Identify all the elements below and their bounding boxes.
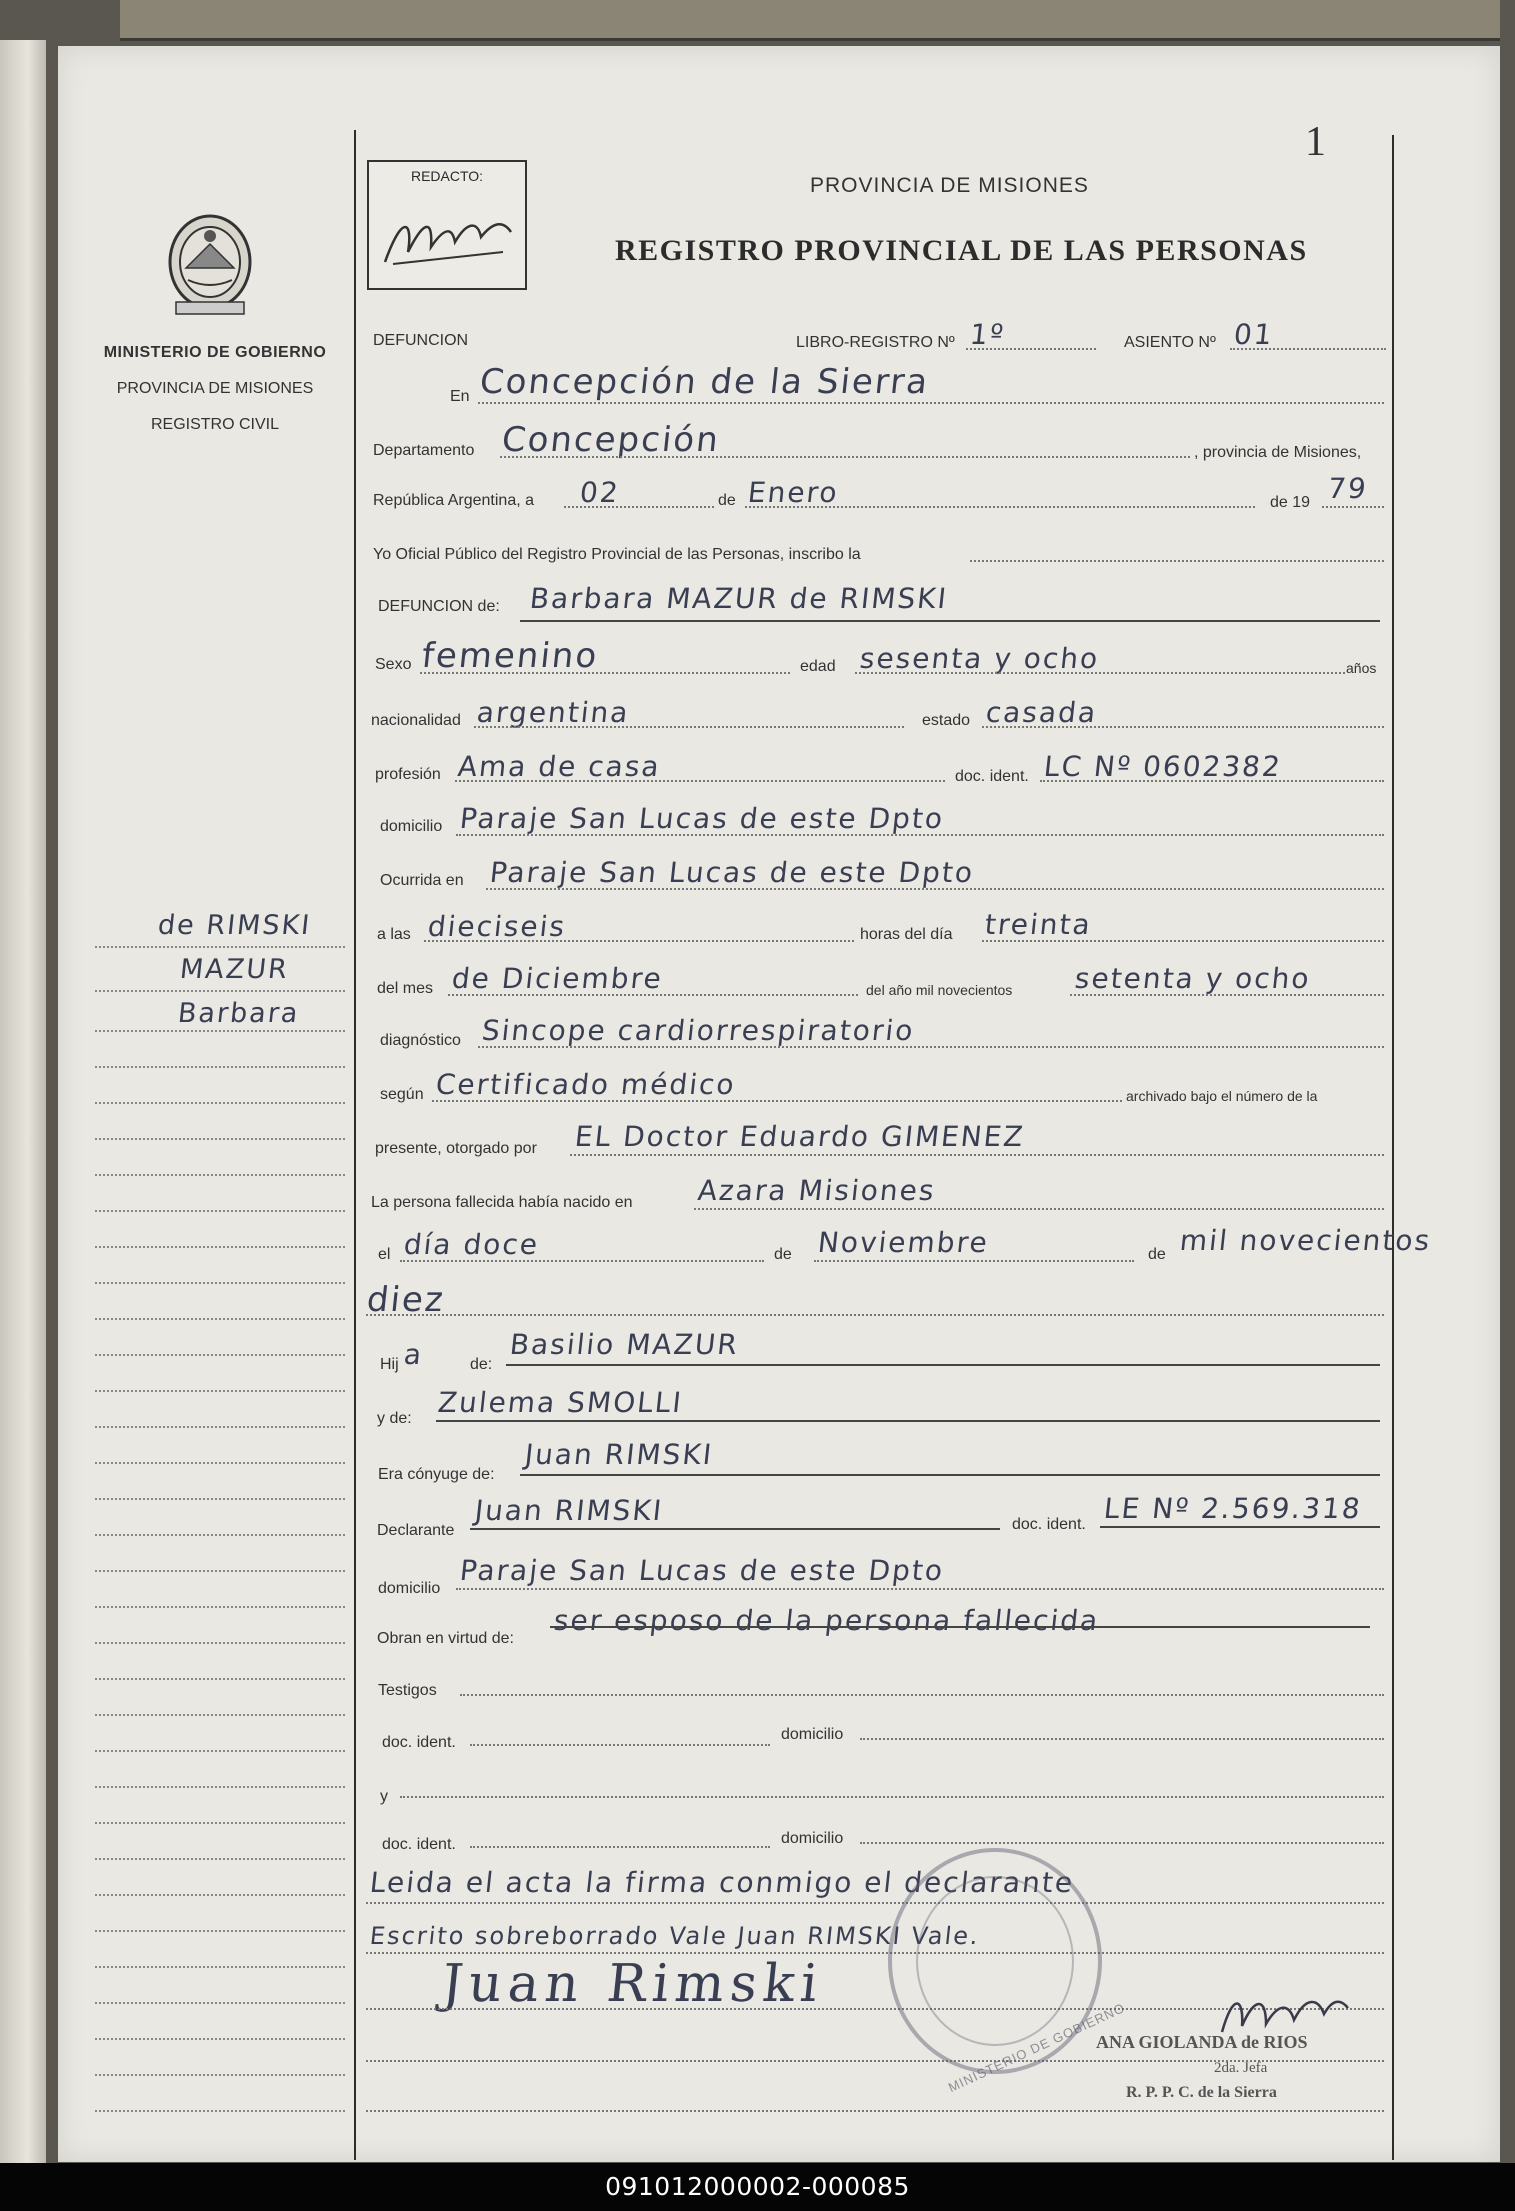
alas-value: dieciseis <box>426 910 568 943</box>
en-value: Concepción de la Sierra <box>477 362 932 402</box>
blank-line <box>366 2110 1384 2112</box>
diez-line <box>366 1314 1384 1316</box>
nacido-label: La persona fallecida había nacido en <box>371 1194 633 1211</box>
noviembre-line <box>814 1260 1134 1262</box>
ministry-province: PROVINCIA DE MISIONES <box>116 380 314 397</box>
official-title: 2da. Jefa <box>1214 2060 1268 2076</box>
edad-value: sesenta y ocho <box>858 642 1102 675</box>
provincia-label: , provincia de Misiones, <box>1194 444 1362 461</box>
margin-rule <box>95 1282 345 1284</box>
docident3-line <box>470 1744 770 1746</box>
margin-rule <box>95 1462 345 1464</box>
province-crest-icon <box>158 206 262 322</box>
redacto-signature-icon <box>373 192 523 282</box>
domicilio2-value: Paraje San Lucas de este Dpto <box>458 1554 946 1587</box>
en-label: En <box>450 388 470 405</box>
yo-oficial-line <box>970 560 1384 562</box>
binder-top-strip <box>120 0 1500 41</box>
margin-rule <box>95 1714 345 1716</box>
conyuge-label: Era cónyuge de: <box>378 1466 495 1483</box>
estado-label: estado <box>922 712 971 729</box>
estado-line <box>982 726 1384 728</box>
delanio-value: setenta y ocho <box>1073 962 1313 995</box>
docident-value: LC Nº 0602382 <box>1042 750 1284 783</box>
margin-rule <box>95 2038 345 2040</box>
margin-rule <box>95 1174 345 1176</box>
escrito-text: Escrito sobreborrado Vale Juan RIMSKI Vale. <box>368 1922 982 1950</box>
madre-line <box>436 1420 1380 1422</box>
nacido-value: Azara Misiones <box>696 1174 938 1207</box>
margin-rule <box>95 946 345 948</box>
domicilio-line <box>456 834 1384 836</box>
domicilio4-label: domicilio <box>781 1830 844 1847</box>
docident2-label: doc. ident. <box>1012 1516 1086 1533</box>
departamento-value: Concepción <box>499 420 722 460</box>
diagnostico-label: diagnóstico <box>380 1032 461 1049</box>
document-id-footer: 091012000002-000085 <box>0 2163 1515 2211</box>
defuncion-de-label: DEFUNCION de: <box>378 598 500 615</box>
eldia-line <box>400 1260 764 1262</box>
padre-value: Basilio MAZUR <box>508 1328 741 1361</box>
horas-label: horas del día <box>860 926 953 943</box>
departamento-line <box>500 456 1190 458</box>
seal-text: MINISTERIO DE GOBIERNO <box>945 1999 1128 2096</box>
domicilio-label: domicilio <box>380 818 443 835</box>
delmes-value: de Diciembre <box>450 962 665 995</box>
margin-rule <box>95 1498 345 1500</box>
testigos-line <box>460 1694 1384 1696</box>
docident4-line <box>470 1846 770 1848</box>
hij-suffix: a <box>402 1338 425 1371</box>
defuncion-de-value: Barbara MAZUR de RIMSKI <box>528 582 950 615</box>
segun-value: Certificado médico <box>434 1068 738 1101</box>
edad-line <box>855 672 1345 674</box>
conyuge-value: Juan RIMSKI <box>523 1438 715 1471</box>
libro-value: 1º <box>968 318 1007 351</box>
alas-line <box>424 940 854 942</box>
segun-label: según <box>380 1086 424 1103</box>
delanio-line <box>1070 994 1384 996</box>
ocurrida-line <box>486 888 1384 890</box>
eldia-value: día doce <box>402 1228 541 1261</box>
conyuge-line <box>520 1474 1380 1476</box>
nacionalidad-label: nacionalidad <box>371 712 461 729</box>
delmes-label: del mes <box>377 980 434 997</box>
page-number: 1 <box>1305 119 1326 165</box>
hij-label: Hij <box>380 1356 399 1373</box>
diagnostico-value: Sincope cardiorrespiratorio <box>480 1014 917 1047</box>
asiento-line <box>1230 348 1386 350</box>
republica-label: República Argentina, a <box>373 492 534 509</box>
margin-name-line-1: de RIMSKI <box>156 910 313 941</box>
registry-title: REGISTRO PROVINCIAL DE LAS PERSONAS <box>615 234 1308 267</box>
milnovecientos-value: mil novecientos <box>1178 1224 1433 1257</box>
margin-rule <box>95 1318 345 1320</box>
redacto-box <box>367 160 527 290</box>
margin-rule <box>95 1930 345 1932</box>
margin-rule <box>95 1426 345 1428</box>
yde-label: y de: <box>377 1410 412 1427</box>
docident2-value: LE Nº 2.569.318 <box>1102 1492 1364 1525</box>
profesion-value: Ama de casa <box>456 750 663 783</box>
margin-rule <box>95 2002 345 2004</box>
asiento-value: 01 <box>1232 318 1276 351</box>
hij-de-label: de: <box>470 1356 493 1373</box>
diez-value: diez <box>364 1280 447 1320</box>
redacto-label: REDACTO: <box>410 168 484 184</box>
margin-rule <box>95 1822 345 1824</box>
docident4-label: doc. ident. <box>382 1836 456 1853</box>
docident-label: doc. ident. <box>955 768 1029 785</box>
margin-rule <box>95 1534 345 1536</box>
padre-line <box>506 1364 1380 1366</box>
margin-rule <box>95 1066 345 1068</box>
presente-line <box>570 1154 1384 1156</box>
estado-value: casada <box>984 696 1099 729</box>
binder-left-edge <box>0 40 46 2165</box>
docident2-line <box>1100 1526 1380 1528</box>
domicilio3-line <box>860 1738 1384 1740</box>
declarante-signature: Juan Rimski <box>438 1954 827 2014</box>
margin-rule <box>95 1606 345 1608</box>
margin-name-line-3: Barbara <box>176 998 302 1029</box>
margin-rule <box>95 1642 345 1644</box>
domicilio4-line <box>860 1842 1384 1844</box>
delanio-label: del año mil novecientos <box>866 982 1013 998</box>
defuncion-header-label: DEFUNCION <box>373 332 469 349</box>
en-line <box>478 402 1384 404</box>
margin-rule <box>95 1750 345 1752</box>
madre-value: Zulema SMOLLI <box>436 1386 685 1419</box>
sexo-value: femenino <box>419 636 601 676</box>
testigos-label: Testigos <box>378 1682 437 1699</box>
dia-value: 02 <box>578 476 622 509</box>
margin-rule <box>95 990 345 992</box>
margin-rule <box>95 1102 345 1104</box>
leida-text: Leida el acta la firma conmigo el declarante <box>368 1866 1076 1899</box>
anio-value: 79 <box>1326 472 1370 505</box>
mes-value: Enero <box>746 476 841 509</box>
domicilio2-label: domicilio <box>378 1580 441 1597</box>
archivado-label: archivado bajo el número de la <box>1126 1088 1318 1104</box>
margin-rule <box>95 1786 345 1788</box>
margin-rule <box>95 2074 345 2076</box>
sexo-label: Sexo <box>375 656 412 673</box>
margin-rule <box>95 1678 345 1680</box>
de-mes-label: de <box>718 492 736 509</box>
de-anio-label: de 19 <box>1270 494 1311 511</box>
horas-line <box>982 940 1384 942</box>
obran-line <box>550 1626 1370 1628</box>
departamento-label: Departamento <box>373 442 475 459</box>
official-name: ANA GIOLANDA de RIOS <box>1096 2032 1308 2052</box>
delmes-line <box>448 994 858 996</box>
official-office: R. P. P. C. de la Sierra <box>1126 2084 1277 2101</box>
margin-rule <box>95 1570 345 1572</box>
y-label: y <box>380 1788 388 1805</box>
presente-value: EL Doctor Eduardo GIMENEZ <box>573 1120 1027 1153</box>
margin-rule <box>95 1210 345 1212</box>
ministry-name: MINISTERIO DE GOBIERNO <box>103 344 327 361</box>
profesion-line <box>455 780 945 782</box>
obran-value: ser esposo de la persona fallecida <box>552 1604 1101 1637</box>
margin-rule <box>95 1246 345 1248</box>
declarante-line <box>470 1528 1000 1530</box>
eldia-label: el <box>378 1246 391 1263</box>
ministry-civil-registry: REGISTRO CIVIL <box>150 416 280 433</box>
edad-label: edad <box>800 658 836 675</box>
declarante-label: Declarante <box>377 1522 455 1539</box>
docident-line <box>1040 780 1384 782</box>
docident3-label: doc. ident. <box>382 1734 456 1751</box>
domicilio-value: Paraje San Lucas de este Dpto <box>458 802 946 835</box>
leida-line <box>366 1902 1384 1904</box>
declarante-value: Juan RIMSKI <box>473 1494 665 1527</box>
de-milnovecientos-label: de <box>1148 1246 1166 1263</box>
form-left-border <box>354 130 356 2160</box>
margin-rule <box>95 1138 345 1140</box>
domicilio3-label: domicilio <box>781 1726 844 1743</box>
nacionalidad-value: argentina <box>475 696 632 729</box>
segun-line <box>432 1100 1122 1102</box>
ocurrida-label: Ocurrida en <box>380 872 464 889</box>
anos-label: años <box>1346 660 1377 676</box>
margin-rule <box>95 1354 345 1356</box>
libro-line <box>966 348 1096 350</box>
sexo-line <box>420 672 790 674</box>
horas-value: treinta <box>983 908 1094 941</box>
margin-rule <box>95 1030 345 1032</box>
margin-rule <box>95 1966 345 1968</box>
nacido-line <box>694 1208 1384 1210</box>
obran-label: Obran en virtud de: <box>377 1630 514 1647</box>
asiento-label: ASIENTO Nº <box>1124 334 1216 351</box>
nacionalidad-line <box>474 726 904 728</box>
anio-line <box>1322 506 1384 508</box>
yo-oficial-text: Yo Oficial Público del Registro Provincial de las Personas, inscribo la <box>373 546 861 563</box>
noviembre-value: Noviembre <box>816 1226 991 1259</box>
diagnostico-line <box>478 1046 1384 1048</box>
margin-rule <box>95 2110 345 2112</box>
libro-label: LIBRO-REGISTRO Nº <box>796 334 955 351</box>
form-right-border <box>1392 135 1394 2160</box>
alas-label: a las <box>377 926 411 943</box>
margin-name-line-2: MAZUR <box>178 954 291 985</box>
mes-line <box>745 506 1255 508</box>
dia-line <box>564 506 714 508</box>
profesion-label: profesión <box>375 766 441 783</box>
province-title: PROVINCIA DE MISIONES <box>810 174 1089 197</box>
presente-label: presente, otorgado por <box>375 1140 537 1157</box>
de-noviembre-label: de <box>774 1246 792 1263</box>
margin-rule <box>95 1390 345 1392</box>
ocurrida-value: Paraje San Lucas de este Dpto <box>488 856 976 889</box>
margin-rule <box>95 1858 345 1860</box>
y-line <box>400 1796 1384 1798</box>
domicilio2-line <box>456 1588 1384 1590</box>
margin-rule <box>95 1894 345 1896</box>
defuncion-de-line <box>520 620 1380 622</box>
